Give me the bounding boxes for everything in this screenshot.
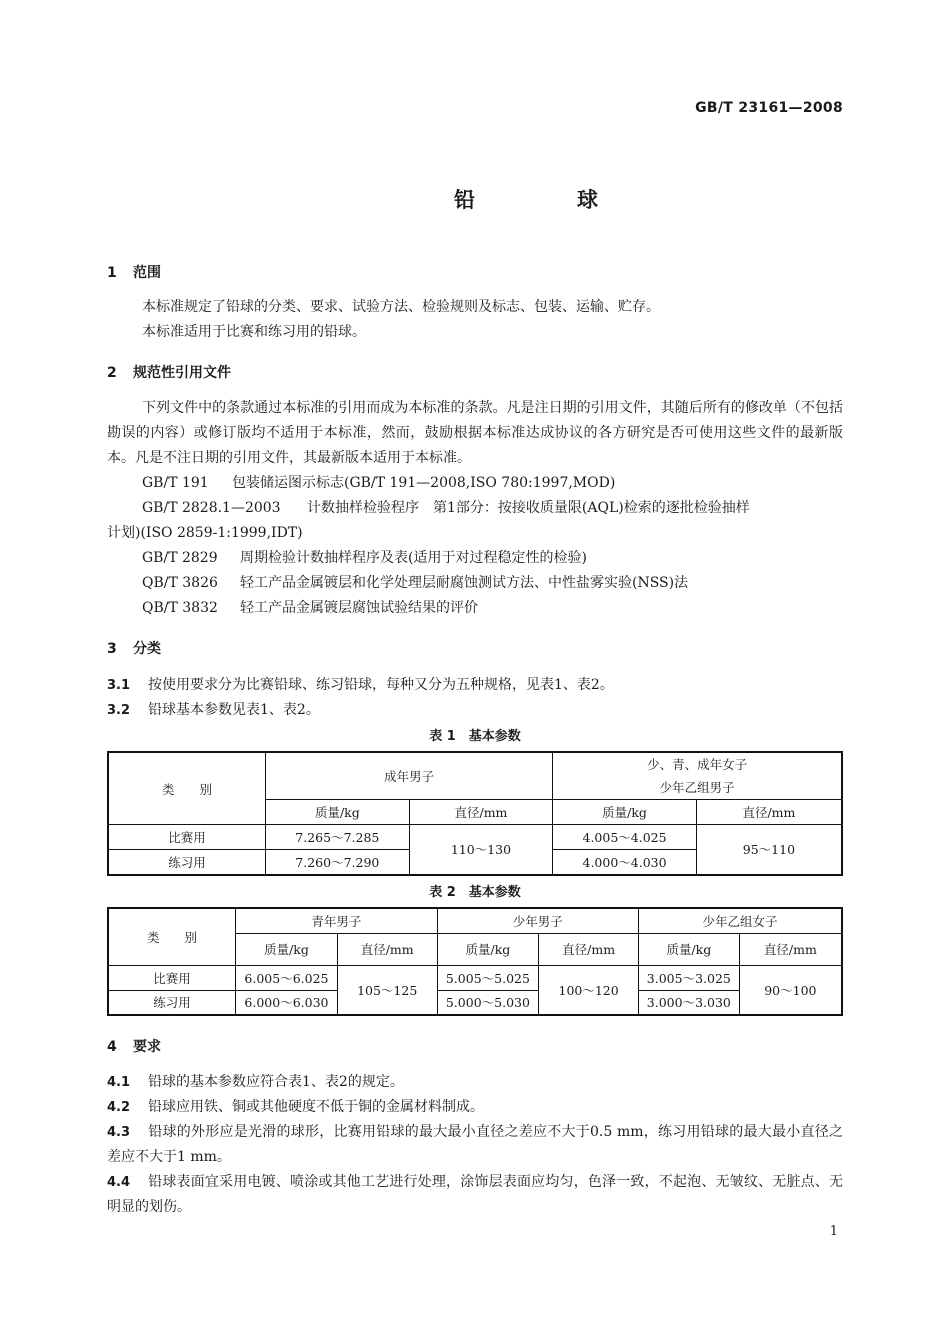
clause-text: 铅球基本参数见表1、表2。 [148,702,320,718]
column-header: 直径/mm [696,800,842,825]
section-number: 3 [107,641,117,657]
cell-mass: 5.000～5.030 [437,990,539,1015]
section-2-heading [107,362,231,382]
table-group-header: 成年男子 [266,752,553,800]
clause-number: 4.4 [107,1175,131,1190]
reference-code: GB/T 2829 [142,550,218,566]
reference-text: 包装储运图示标志(GB/T 191—2008,ISO 780:1997,MOD) [232,475,616,491]
cell-mass: 5.005～5.025 [437,965,539,990]
paragraph: 本标准规定了铅球的分类、要求、试验方法、检验规则及标志、包装、运输、贮存。 [142,299,660,315]
clause-number: 4.3 [107,1125,131,1140]
table-category-header: 类 别 [108,908,236,965]
column-header: 质量/kg [266,800,410,825]
cell-diameter: 95～110 [696,825,842,875]
column-header: 质量/kg [553,800,697,825]
reference-code: QB/T 3826 [142,575,218,591]
column-header: 直径/mm [409,800,553,825]
cell-mass: 4.005～4.025 [553,825,697,850]
clause-text: 按使用要求分为比赛铅球、练习铅球，每种又分为五种规格，见表1、表2。 [148,677,614,693]
clause-text: 铅球的基本参数应符合表1、表2的规定。 [148,1074,404,1090]
reference-continuation: 计划)(ISO 2859-1:1999,IDT) [107,525,303,541]
column-header: 质量/kg [638,933,739,965]
section-number: 2 [107,365,117,381]
row-label: 练习用 [108,850,266,875]
clause [107,1070,843,1095]
row-label: 比赛用 [108,825,266,850]
column-header: 质量/kg [236,933,338,965]
page-title: 铅球 [454,188,700,212]
table-group-header [553,752,842,800]
reference-item [142,496,750,521]
table-row [108,825,842,850]
group-header-line: 少年乙组男子 [659,780,735,795]
cell-diameter: 100～120 [539,965,639,1015]
section-title: 规范性引用文件 [133,365,231,381]
table-1-caption: 表 1 基本参数 [429,729,521,744]
section-4-heading [107,1036,161,1056]
group-header-line: 少、青、成年女子 [647,757,748,772]
clause [107,698,843,723]
clause [107,673,843,698]
clause [107,1095,843,1120]
paragraph: 下列文件中的条款通过本标准的引用而成为本标准的条款。凡是注日期的引用文件，其随后所有的修改单（不包括勘误的内容）或修订版均不适用于本标准，然而，鼓励根据本标准达成协议的各方研究是否可使用这些文件的最新版本。凡是不注日期的引用文件，其最新版本适用于本标准。 [107,400,843,466]
table-group-header: 青年男子 [236,908,437,933]
section-title: 要求 [133,1039,161,1055]
reference-code: GB/T 2828.1—2003 [142,500,281,516]
reference-item [142,571,688,596]
reference-code: QB/T 3832 [142,600,218,616]
clause-number: 3.2 [107,703,131,718]
clause-text: 铅球表面宜采用电镀、喷涂或其他工艺进行处理，涂饰层表面应均匀，色泽一致，不起泡、无皱纹、无脏点、无明显的划伤。 [107,1174,843,1215]
section-1-heading [107,262,161,282]
reference-item [142,471,615,496]
table-category-header: 类 别 [108,752,266,825]
table-row [108,965,842,990]
cell-diameter: 105～125 [337,965,437,1015]
table-2 [107,907,843,1016]
section-title: 分类 [133,641,161,657]
column-header: 质量/kg [437,933,539,965]
table-1 [107,751,843,876]
column-header: 直径/mm [739,933,842,965]
reference-item [142,546,587,571]
clause-number: 4.1 [107,1075,131,1090]
cell-mass: 3.000～3.030 [638,990,739,1015]
paragraph: 本标准适用于比赛和练习用的铅球。 [142,324,366,340]
cell-mass: 7.260～7.290 [266,850,410,875]
reference-text: 周期检验计数抽样程序及表(适用于对过程稳定性的检验) [240,550,587,566]
cell-mass: 6.000～6.030 [236,990,338,1015]
table-group-header: 少年男子 [437,908,638,933]
cell-diameter: 110～130 [409,825,553,875]
standard-code: GB/T 23161—2008 [695,100,843,116]
table-row [108,990,842,1015]
section-title: 范围 [133,265,161,281]
cell-mass: 7.265～7.285 [266,825,410,850]
cell-mass: 6.005～6.025 [236,965,338,990]
section-number: 1 [107,265,117,281]
cell-mass: 4.000～4.030 [553,850,697,875]
reference-item [142,596,478,621]
cell-diameter: 90～100 [739,965,842,1015]
section-3-heading [107,638,161,658]
reference-text: 轻工产品金属镀层腐蚀试验结果的评价 [240,600,478,616]
cell-mass: 3.005～3.025 [638,965,739,990]
row-label: 练习用 [108,990,236,1015]
column-header: 直径/mm [337,933,437,965]
clause [107,1120,843,1170]
table-group-header: 少年乙组女子 [638,908,842,933]
reference-text: 计数抽样检验程序 第1部分：按接收质量限(AQL)检索的逐批检验抽样 [307,500,750,516]
clause-text: 铅球应用铁、铜或其他硬度不低于铜的金属材料制成。 [148,1099,484,1115]
clause-number: 4.2 [107,1100,131,1115]
clause-number: 3.1 [107,678,131,693]
row-label: 比赛用 [108,965,236,990]
column-header: 直径/mm [539,933,639,965]
clause-text: 铅球的外形应是光滑的球形，比赛用铅球的最大最小直径之差应不大于0.5 mm，练习用铅球的最大最小直径之差应不大于1 mm。 [107,1124,843,1165]
page-number: 1 [829,1224,838,1239]
table-2-caption: 表 2 基本参数 [429,885,521,900]
clause [107,1170,843,1220]
reference-text: 轻工产品金属镀层和化学处理层耐腐蚀测试方法、中性盐雾实验(NSS)法 [240,575,689,591]
reference-code: GB/T 191 [142,475,209,491]
section-number: 4 [107,1039,117,1055]
